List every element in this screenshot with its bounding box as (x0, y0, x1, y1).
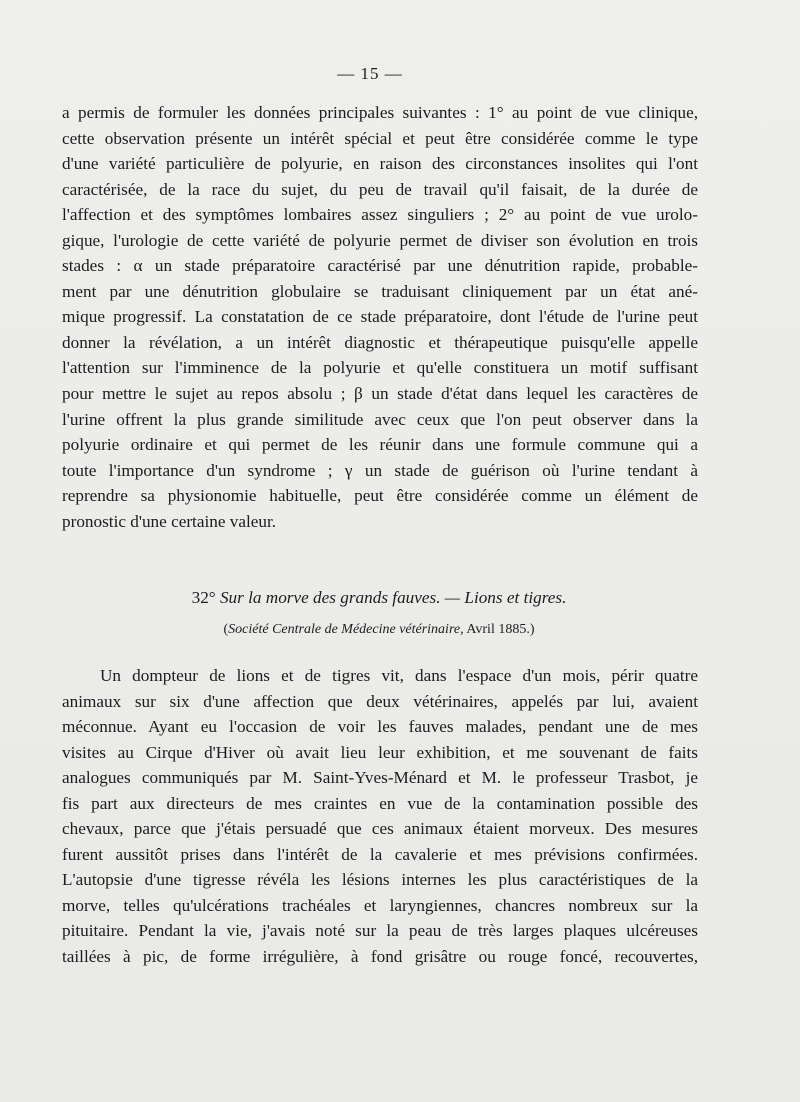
subtitle-open: ( (223, 622, 229, 637)
text-line: toute l'importance d'un syndrome ; γ un stade de guérison où l'urine tendant à (62, 460, 698, 480)
text-line: morve, telles qu'ulcérations trachéales et laryngiennes, chancres nombreux sur la (62, 895, 698, 915)
text-line: ment par une dénutrition globulaire se traduisant cliniquement par un état ané- (62, 281, 698, 301)
text-line: chevaux, parce que j'étais persuadé que ces animaux étaient morveux. Des mesures (62, 819, 698, 839)
paragraph-1 (62, 100, 698, 534)
subtitle-source: Société Centrale de Médecine vétérinaire, (228, 622, 464, 637)
text-line: méconnue. Ayant eu l'occasion de voir les fauves malades, pendant une de mes (62, 717, 698, 737)
text-line: visites au Cirque d'Hiver où avait lieu leur exhibition, et me souvenant de faits (62, 742, 698, 762)
text-line: L'autopsie d'une tigresse révéla les lésions internes les plus caractéristiques de la (62, 870, 698, 890)
section-title (0, 588, 758, 608)
text-line: pituitaire. Pendant la vie, j'avais noté sur la peau de très larges plaques ulcéreuses (62, 921, 698, 941)
text-line: pour mettre le sujet au repos absolu ; β un stade d'état dans lequel les caractères de (62, 384, 698, 404)
text-line: l'urine offrent la plus grande similitude avec ceux que l'on peut observer dans la (62, 409, 698, 429)
text-line: stades : α un stade préparatoire caractérisé par une dénutrition rapide, probable- (62, 256, 698, 276)
text-line: donner la révélation, a un intérêt diagnostic et thérapeutique puisqu'elle appelle (62, 332, 698, 352)
text-line: taillées à pic, de forme irrégulière, à fond grisâtre ou rouge foncé, recouvertes, (62, 947, 698, 967)
text-line: animaux sur six d'une affection que deux vétérinaires, appelés par lui, avaient (62, 691, 698, 711)
text-line: analogues communiqués par M. Saint-Yves-Ménard et M. le professeur Trasbot, je (62, 768, 698, 788)
page-number: — 15 — (337, 64, 403, 83)
text-line: pronostic d'une certaine valeur. (62, 511, 277, 531)
section-title-text: Sur la morve des grands fauves. — Lions et tigres. (219, 588, 567, 607)
text-line: a permis de formuler les données principales suivantes : 1° au point de vue clinique, (62, 103, 698, 122)
section-subtitle (0, 622, 758, 638)
text-line: caractérisée, de la race du sujet, du peu de travail qu'il faisait, de la durée de (62, 179, 698, 199)
paragraph-2 (62, 663, 698, 970)
text-line: reprendre sa physionomie habituelle, peut être considérée comme un élément de (62, 486, 698, 506)
text-line: gique, l'urologie de cette variété de polyurie permet de diviser son évolution en trois (62, 230, 698, 250)
text-line: cette observation présente un intérêt spécial et peut être considérée comme le type (62, 128, 698, 148)
text-line: fis part aux directeurs de mes craintes en vue de la contamination possible des (62, 793, 698, 813)
text-line: l'attention sur l'imminence de la polyurie et qu'elle constituera un motif suffisant (62, 358, 698, 378)
text-line: Un dompteur de lions et de tigres vit, dans l'espace d'un mois, périr quatre (100, 666, 698, 685)
text-line: mique progressif. La constatation de ce stade préparatoire, dont l'étude de l'urine peut (62, 307, 698, 327)
text-line: d'une variété particulière de polyurie, en raison des circonstances insolites qui l'ont (62, 154, 698, 174)
text-line: l'affection et des symptômes lombaires assez singuliers ; 2° au point de vue urolo- (62, 205, 698, 225)
subtitle-date: Avril 1885.) (463, 622, 535, 637)
text-line: furent aussitôt prises dans l'intérêt de la cavalerie et mes prévisions confirmées. (62, 844, 698, 864)
text-line: polyurie ordinaire et qui permet de les réunir dans une formule commune qui a (62, 435, 698, 455)
section-number: 32° (191, 588, 216, 607)
